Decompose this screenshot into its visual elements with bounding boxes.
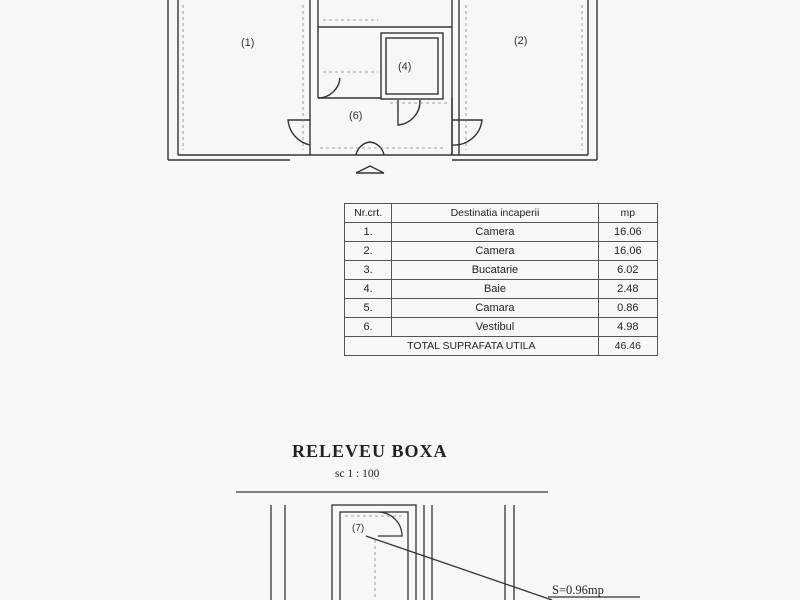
boxa-scale: sc 1 : 100 [335,468,380,480]
row-destination: Baie [392,280,598,299]
row-destination: Camara [392,299,598,318]
room-4-label: (4) [398,61,412,73]
table-header-row [345,204,658,223]
boxa-area: S=0.96mp [552,583,604,597]
table-row [345,280,658,299]
room-1-label: (1) [241,37,255,49]
row-mp: 6.02 [598,261,657,280]
door-left-arc [288,120,310,145]
row-nr: 2. [345,242,392,261]
row-mp: 2.48 [598,280,657,299]
row-nr: 4. [345,280,392,299]
boxa-leader-line [366,536,552,600]
bath-walls-inner [386,38,438,94]
table-row [345,242,658,261]
door-vestibul-arc [318,78,340,98]
row-mp: 0.86 [598,299,657,318]
row-nr: 1. [345,223,392,242]
entrance-arrow [356,166,384,173]
room-6-label: (6) [349,110,363,122]
header-mp: mp [598,204,657,223]
row-destination: Vestibul [392,318,598,337]
room-7-label: (7) [352,523,365,534]
row-mp: 16.06 [598,223,657,242]
total-value: 46.46 [598,337,657,356]
row-nr: 3. [345,261,392,280]
boxa-title: RELEVEU BOXA [292,441,448,461]
header-destination: Destinatia incaperii [392,204,598,223]
table-row [345,299,658,318]
table-row [345,223,658,242]
row-nr: 5. [345,299,392,318]
row-mp: 16.06 [598,242,657,261]
row-destination: Camera [392,223,598,242]
total-label: TOTAL SUPRAFATA UTILA [345,337,599,356]
row-mp: 4.98 [598,318,657,337]
door-right-arc [452,120,482,145]
header-nr: Nr.crt. [345,204,392,223]
room-2-label: (2) [514,35,528,47]
table-total-row [345,337,658,356]
entrance-arc [356,142,384,155]
boxa-room7-inner [340,512,408,600]
row-nr: 6. [345,318,392,337]
door-bath-arc [398,100,420,125]
rooms-area-table [344,203,658,356]
bath-walls [381,33,443,99]
boxa-room7-walls [332,505,416,600]
row-destination: Camera [392,242,598,261]
table-row [345,261,658,280]
table-row [345,318,658,337]
row-destination: Bucatarie [392,261,598,280]
